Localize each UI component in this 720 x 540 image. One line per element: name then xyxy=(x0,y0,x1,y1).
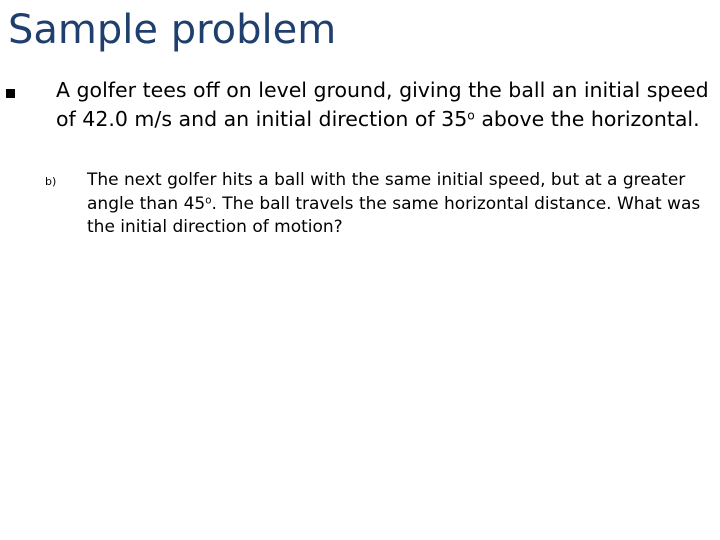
problem-text-before: A golfer tees off on level ground, giving the ball an initial speed of 42.0 m/s and an initial direction of 35 xyxy=(56,78,709,131)
subitem-text-after: . The ball travels the same horizontal distance. What was the initial direction of motion? xyxy=(87,193,701,237)
subitem-question xyxy=(87,169,712,240)
subitem-text-before: The next golfer hits a ball with the same initial speed, but at a greater angle than 45 xyxy=(87,170,686,214)
subitem-degree-superscript: o xyxy=(205,194,212,206)
slide-title: Sample problem xyxy=(8,7,337,53)
subitem-marker: b) xyxy=(45,175,57,188)
problem-statement xyxy=(56,76,716,134)
square-bullet-icon xyxy=(6,89,15,98)
degree-superscript: o xyxy=(467,108,475,123)
problem-text-after: above the horizontal. xyxy=(474,107,700,131)
